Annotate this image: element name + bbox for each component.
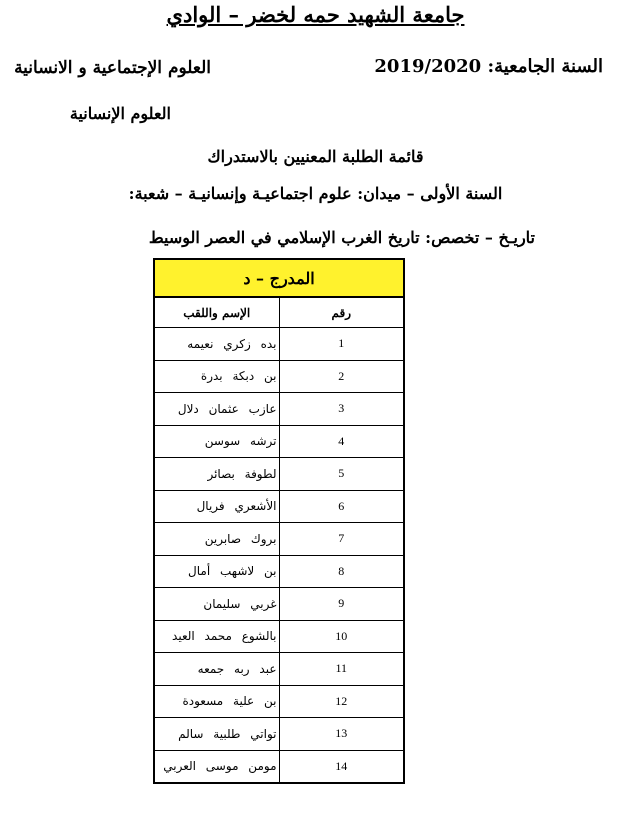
table-row <box>154 425 404 458</box>
row-number: 12 <box>279 685 404 718</box>
table-row <box>154 685 404 718</box>
academic-year-value: 2019/2020 <box>374 56 482 77</box>
student-name: بن دبكة بدرة <box>154 360 279 393</box>
row-number: 10 <box>279 620 404 653</box>
row-number: 2 <box>279 360 404 393</box>
row-number: 1 <box>279 328 404 361</box>
row-number: 7 <box>279 523 404 556</box>
faculty-name: العلوم الإجتماعية و الانسانية <box>14 58 211 78</box>
academic-year-label: السنة الجامعية: <box>487 56 603 77</box>
row-number: 14 <box>279 750 404 783</box>
row-number: 13 <box>279 718 404 751</box>
student-name: لطوفة بصائر <box>154 458 279 491</box>
student-name: بده زكري نعيمه <box>154 328 279 361</box>
student-name: عازب عثمان دلال <box>154 393 279 426</box>
row-number: 5 <box>279 458 404 491</box>
table-row <box>154 750 404 783</box>
row-number: 11 <box>279 653 404 686</box>
student-name: غربي سليمان <box>154 588 279 621</box>
table-row <box>154 718 404 751</box>
students-table <box>153 258 405 784</box>
table-row <box>154 555 404 588</box>
student-name: بالشوع محمد العيد <box>154 620 279 653</box>
column-header-name: الإسم واللقب <box>154 297 279 328</box>
level-line: السنة الأولى – ميدان: علوم اجتماعيـة وإنسانيـة – شعبة: <box>128 184 503 203</box>
student-name: الأشعري فريال <box>154 490 279 523</box>
table-row <box>154 458 404 491</box>
list-title: قائمة الطلبة المعنيين بالاستدراك <box>207 147 424 166</box>
row-number: 3 <box>279 393 404 426</box>
table-row <box>154 588 404 621</box>
row-number: 9 <box>279 588 404 621</box>
student-name: عبد ربه جمعه <box>154 653 279 686</box>
university-name: جامعة الشهيد حمه لخضر – الوادي <box>166 2 465 27</box>
row-number: 8 <box>279 555 404 588</box>
table-row <box>154 620 404 653</box>
academic-year <box>374 56 603 77</box>
row-number: 6 <box>279 490 404 523</box>
student-name: مومن موسى العربي <box>154 750 279 783</box>
row-number: 4 <box>279 425 404 458</box>
table-row <box>154 360 404 393</box>
student-name: بن لاشهب أمال <box>154 555 279 588</box>
department-name: العلوم الإنسانية <box>69 104 171 123</box>
table-row <box>154 490 404 523</box>
student-name: ترشه سوسن <box>154 425 279 458</box>
hall-header: المدرج – د <box>154 259 404 297</box>
table-row <box>154 653 404 686</box>
student-name: بن علية مسعودة <box>154 685 279 718</box>
table-row <box>154 328 404 361</box>
column-header-number: رقم <box>279 297 404 328</box>
specialty-line: تاريـخ – تخصص: تاريخ الغرب الإسلامي في العصر الوسيط <box>148 228 535 247</box>
student-name: بروك صابرين <box>154 523 279 556</box>
student-name: تواتي طلبية سالم <box>154 718 279 751</box>
table-row <box>154 393 404 426</box>
table-row <box>154 523 404 556</box>
